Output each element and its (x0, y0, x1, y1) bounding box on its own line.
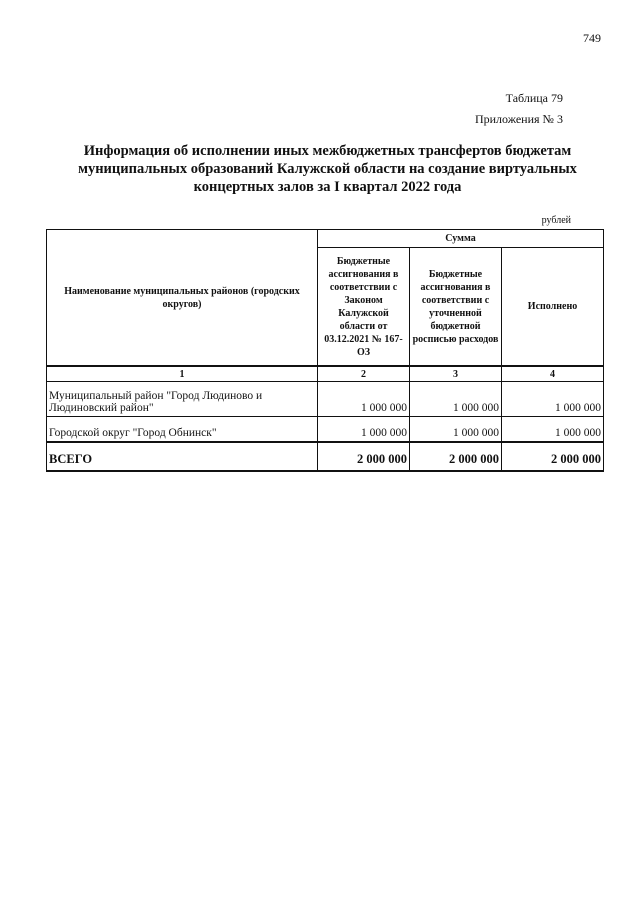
column-number: 3 (410, 366, 502, 382)
column-number: 1 (47, 366, 318, 382)
column-header-law-allocations: Бюджетные ассигнования в соответствии с Законом Калужской области от 03.12.2021 № 167-ОЗ (318, 248, 410, 366)
total-value-law: 2 000 000 (318, 442, 410, 471)
row-value-refined: 1 000 000 (410, 417, 502, 443)
transfers-table (46, 229, 604, 472)
table-row (47, 382, 604, 417)
column-header-name: Наименование муниципальных районов (городских округов) (47, 230, 318, 367)
page-number: 749 (583, 31, 601, 45)
column-number: 4 (502, 366, 604, 382)
document-title: Информация об исполнении иных межбюджетных трансфертов бюджетам муниципальных образований Калужской области на создание виртуальных концертных залов за I квартал 2022 года (78, 143, 577, 195)
total-value-executed: 2 000 000 (502, 442, 604, 471)
row-value-executed: 1 000 000 (502, 382, 604, 417)
total-row (47, 442, 604, 471)
appendix-label: Приложения № 3 (474, 112, 563, 126)
row-value-refined: 1 000 000 (410, 382, 502, 417)
table-row (47, 417, 604, 443)
column-header-refined-allocations: Бюджетные ассигнования в соответствии с уточненной бюджетной росписью расходов (410, 248, 502, 366)
unit-label: рублей (541, 215, 571, 226)
column-header-sum: Сумма (318, 230, 604, 248)
row-value-law: 1 000 000 (318, 382, 410, 417)
header-row-top (47, 230, 604, 248)
row-name: Муниципальный район "Город Людиново и Людиновский район" (47, 382, 318, 417)
column-number-row (47, 366, 604, 382)
row-value-law: 1 000 000 (318, 417, 410, 443)
table-reference (475, 88, 563, 130)
row-value-executed: 1 000 000 (502, 417, 604, 443)
column-header-executed: Исполнено (502, 248, 604, 366)
column-number: 2 (318, 366, 410, 382)
row-name: Городской округ "Город Обнинск" (47, 417, 318, 443)
total-value-refined: 2 000 000 (410, 442, 502, 471)
total-label: ВСЕГО (47, 442, 318, 471)
table-label: Таблица 79 (505, 91, 563, 105)
